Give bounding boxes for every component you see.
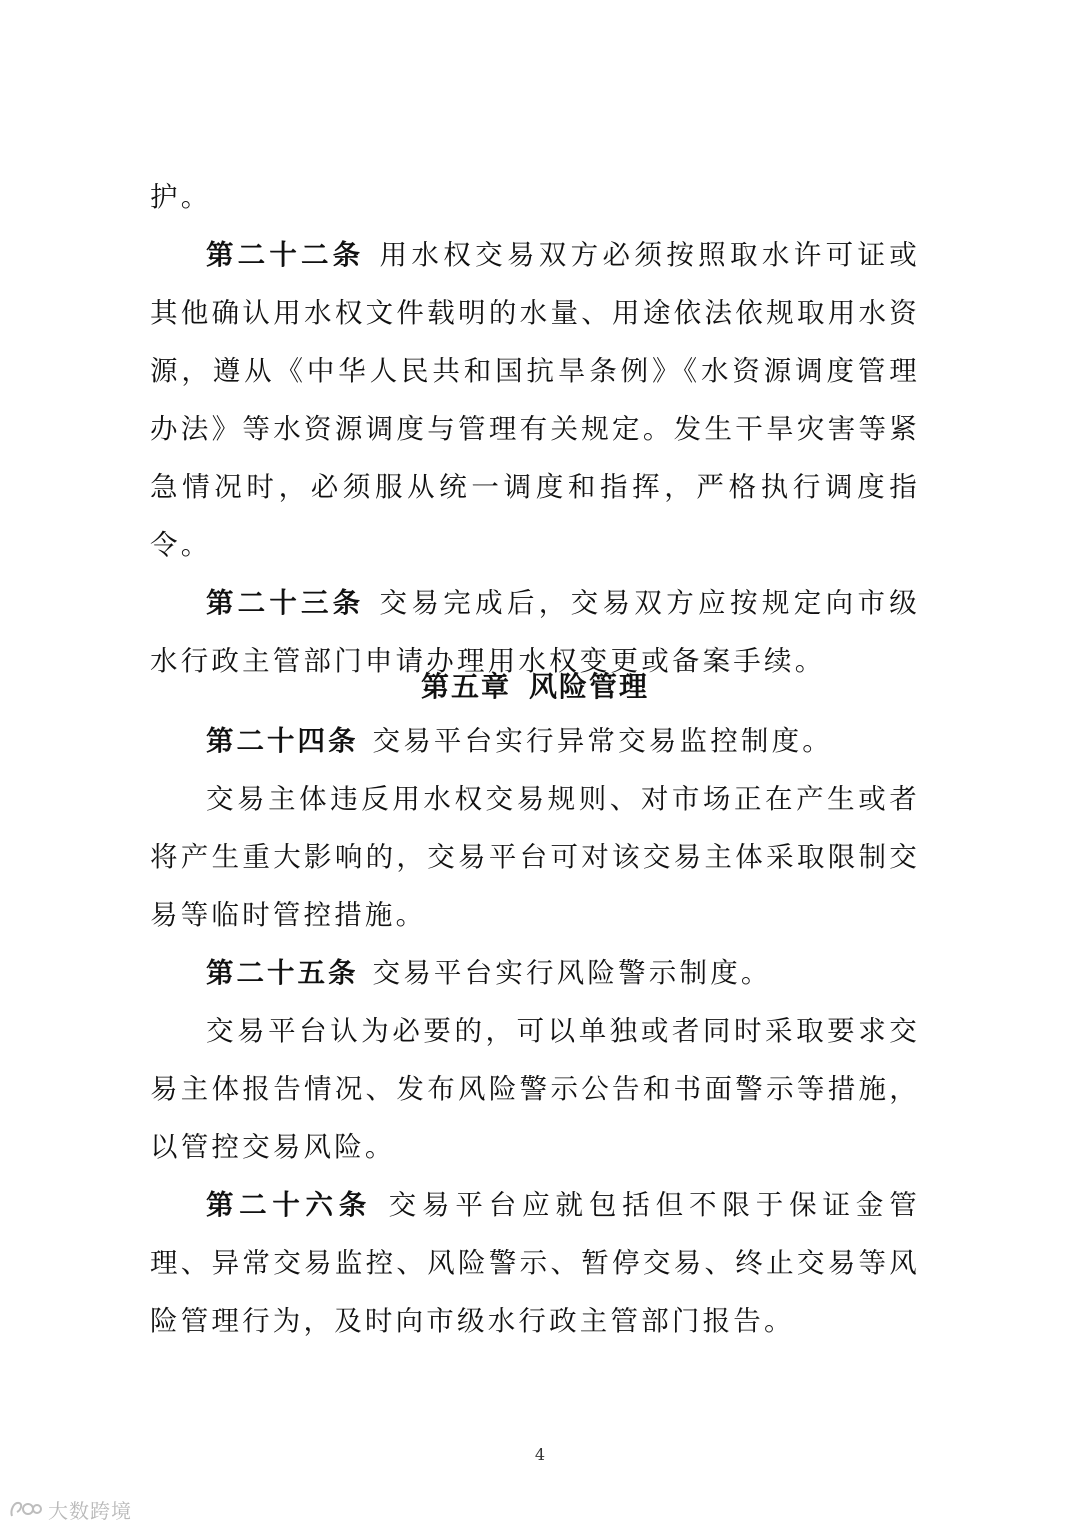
article-25-text: 交易平台实行风险警示制度。	[372, 957, 772, 989]
chapter-title: 风险管理	[529, 670, 650, 703]
watermark-text: 大数跨境	[48, 1498, 132, 1523]
article-25-label: 第二十五条	[206, 957, 359, 989]
article-25	[150, 944, 920, 1002]
article-23-text: 交易完成后，交易双方应按规定向市级水行政主管部门申请办理用水权变更或备案手续。	[150, 587, 921, 677]
article-26-label: 第二十六条	[206, 1189, 372, 1221]
article-24	[150, 712, 920, 770]
article-22-label: 第二十二条	[206, 239, 365, 271]
article-22-text: 用水权交易双方必须按照取水许可证或其他确认用水权文件载明的水量、用途依法依规取用水资源，遵从《中华人民共和国抗旱条例》《水资源调度管理办法》等水资源调度与管理有关规定。发生干旱灾害等紧急情况时，必须服从统一调度和指挥，严格执行调度指令。	[150, 239, 921, 561]
article-25-detail: 交易平台认为必要的，可以单独或者同时采取要求交易主体报告情况、发布风险警示公告和书面警示等措施，以管控交易风险。	[150, 1015, 920, 1163]
continuation-text: 护。	[150, 181, 212, 213]
section-block-2	[150, 712, 920, 1350]
article-26	[150, 1176, 920, 1350]
article-22	[150, 226, 920, 574]
watermark	[8, 1496, 132, 1522]
article-26-text: 交易平台应就包括但不限于保证金管理、异常交易监控、风险警示、暂停交易、终止交易等风险管理行为，及时向市级水行政主管部门报告。	[150, 1189, 920, 1337]
article-24-detail: 交易主体违反用水权交易规则、对市场正在产生或者将产生重大影响的，交易平台可对该交易主体采取限制交易等临时管控措施。	[150, 783, 920, 931]
article-24-label: 第二十四条	[206, 725, 359, 757]
section-block-1	[150, 168, 920, 690]
chapter-number: 第五章	[420, 670, 511, 703]
chapter-block	[150, 658, 920, 716]
page-number: 4	[534, 1445, 546, 1464]
chapter-heading	[150, 658, 920, 716]
logo-mark-icon	[8, 1498, 42, 1520]
article-23-label: 第二十三条	[206, 587, 365, 619]
article-24-text: 交易平台实行异常交易监控制度。	[372, 725, 833, 757]
